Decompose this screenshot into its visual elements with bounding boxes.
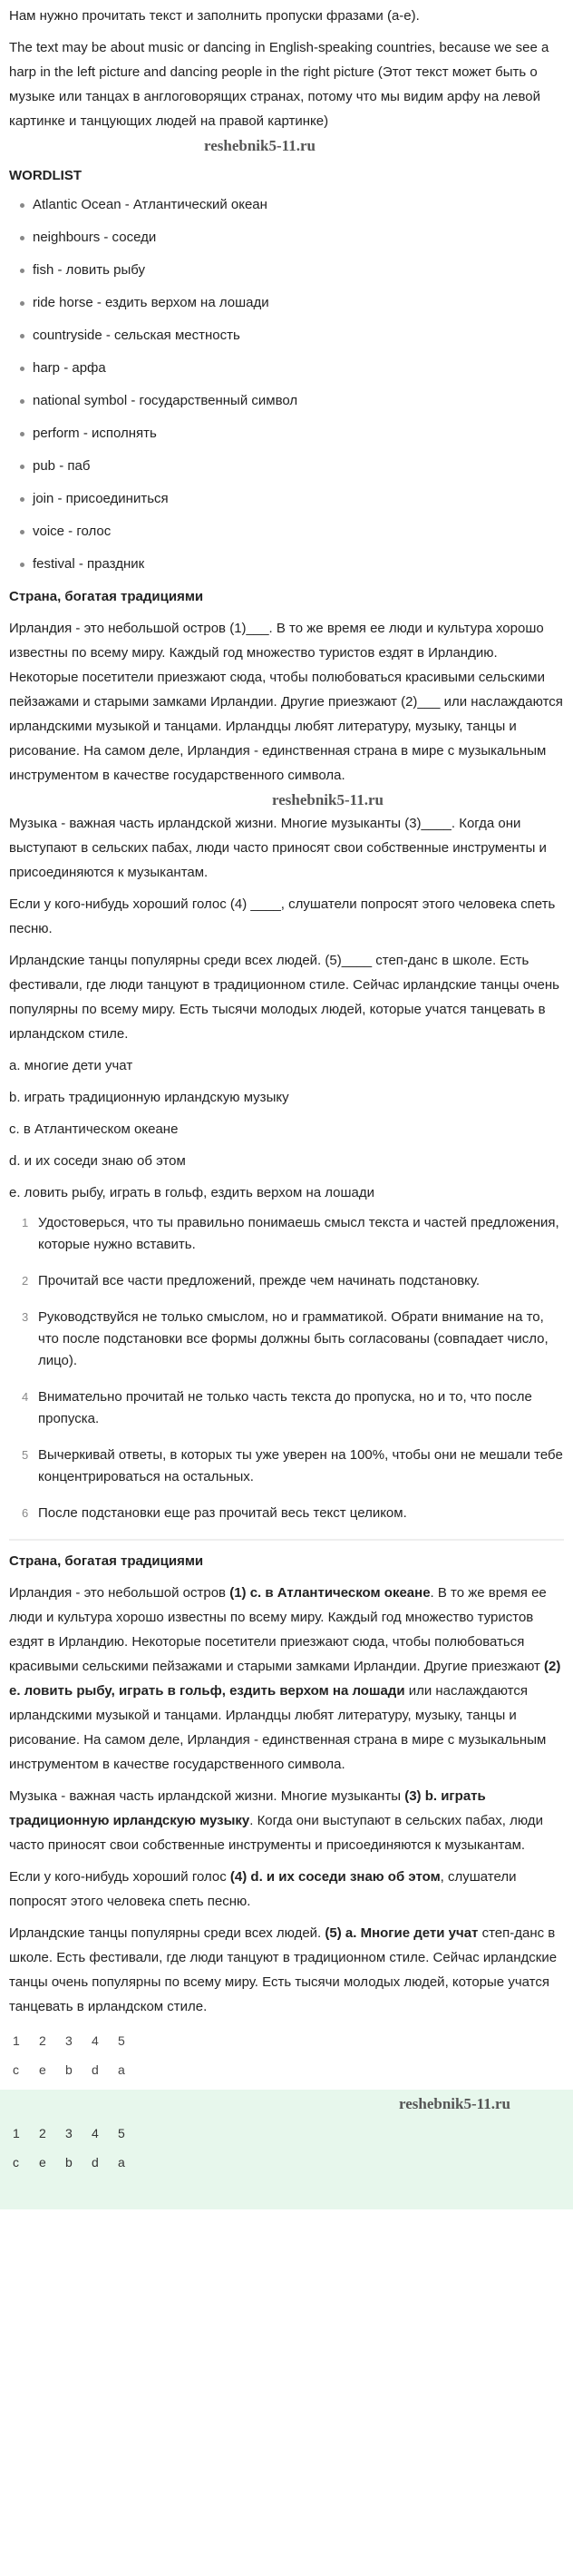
tip-item: 5 Вычеркивай ответы, в которых ты уже уверен на 100%, чтобы они не мешали тебе концентрироваться на остальных. <box>9 1445 564 1488</box>
tip-number: 1 <box>22 1216 29 1229</box>
task-paragraph: Ирландские танцы популярны среди всех людей. (5)____ степ-данс в школе. Есть фестивали, где люди танцуют в традиционном стиле. Сейчас ирландские танцы очень популярны по всему миру. Есть тысячи молодых людей, которые учатся танцевать в ирландском стиле. <box>9 953 559 1042</box>
wordlist-item: perform - исполнять <box>20 424 564 444</box>
tip-number: 2 <box>22 1274 29 1288</box>
answer-table-letters: c e b d a <box>13 2062 125 2077</box>
answer-table-numbers: 1 2 3 4 5 <box>13 2032 125 2048</box>
tip-item: 4 Внимательно прочитай не только часть текста до пропуска, но и то, что после пропуска. <box>9 1386 564 1430</box>
answer-table-highlighted <box>0 2090 573 2209</box>
answer-highlight: (1) c. в Атлантическом океане <box>229 1585 431 1601</box>
answer-highlight: (3) b. играть традиционную ирландскую музыку <box>9 1788 486 1828</box>
answer-table <box>9 2026 141 2084</box>
tip-number: 4 <box>22 1390 29 1404</box>
answer-table-numbers: 1 2 3 4 5 <box>13 2125 125 2140</box>
wordlist-item: Atlantic Ocean - Атлантический океан <box>20 195 564 215</box>
watermark: reshebnik5-11.ru <box>399 2095 510 2112</box>
wordlist-item: national symbol - государственный символ <box>20 391 564 411</box>
wordlist-item: countryside - сельская местность <box>20 326 564 346</box>
option-e: e. ловить рыбу, играть в гольф, ездить верхом на лошади <box>9 1185 375 1200</box>
wordlist <box>9 195 564 574</box>
wordlist-item: ride horse - ездить верхом на лошади <box>20 293 564 313</box>
intro-explanation: The text may be about music or dancing in English-speaking countries, because we see a harp in the left picture and dancing people in the right picture (Этот текст может быть о музыке или танцах в англоговорящих странах, потому что мы видим арфу на левой картинке и танцующих людей на правой картинке) <box>9 40 549 129</box>
answer-title: Страна, богатая традициями <box>9 1553 204 1569</box>
answer-section <box>9 1552 564 2209</box>
wordlist-item: neighbours - соседи <box>20 228 564 248</box>
option-a: a. многие дети учат <box>9 1058 133 1073</box>
task-paragraph: Если у кого-нибудь хороший голос (4) ____, слушатели попросят этого человека спеть песню. <box>9 896 556 936</box>
wordlist-item: pub - паб <box>20 456 564 476</box>
option-b: b. играть традиционную ирландскую музыку <box>9 1090 289 1105</box>
answer-highlight: (5) a. Многие дети учат <box>325 1925 479 1941</box>
watermark-row <box>9 137 564 155</box>
tip-number: 5 <box>22 1448 29 1462</box>
wordlist-item: festival - праздник <box>20 554 564 574</box>
intro-instruction: Нам нужно прочитать текст и заполнить пропуски фразами (a-e). <box>9 8 420 24</box>
tip-item: 1 Удостоверься, что ты правильно понимаешь смысл текста и частей предложения, которые нужно вставить. <box>9 1212 564 1256</box>
tip-item: 6 После подстановки еще раз прочитай весь текст целиком. <box>9 1503 564 1524</box>
task-paragraph: Музыка - важная часть ирландской жизни. Многие музыканты (3)____. Когда они выступают в сельских пабах, люди часто приносят свои собственные инструменты и присоединяются к музыкантам. <box>9 816 547 880</box>
wordlist-title: WORDLIST <box>9 168 82 183</box>
section-divider <box>9 1539 564 1541</box>
answer-paragraph: Ирландия - это небольшой остров (1) c. в Атлантическом океане. В то же время ее люди и культура хорошо известны по всему миру. Каждый год множество туристов ездят в Ирландию. Некоторые посетители приезжают сюда, чтобы полюбоваться красивыми сельскими пейзажами и старыми замками Ирландии. Другие приезжают (2) e. ловить рыбу, играть в гольф, ездить верхом на лошади или наслаждаются ирландскими музыкой и танцами. Ирландцы любят литературу, музыку, танцы и рисование. На самом деле, Ирландия - единственная страна в мире с музыкальным инструментом в качестве государственного символа. <box>9 1585 561 1772</box>
answer-paragraph: Ирландские танцы популярны среди всех людей. (5) a. Многие дети учат степ-данс в школе. Есть фестивали, где люди танцуют в традиционном стиле. Сейчас ирландские танцы очень популярны по всему миру. Есть тысячи молодых людей, которые учатся танцевать в ирландском стиле. <box>9 1925 558 2014</box>
wordlist-item: voice - голос <box>20 522 564 542</box>
wordlist-item: harp - арфа <box>20 358 564 378</box>
wordlist-item: join - присоединиться <box>20 489 564 509</box>
option-c: c. в Атлантическом океане <box>9 1121 179 1137</box>
watermark-row <box>9 2095 564 2113</box>
answer-highlight: (4) d. и их соседи знаю об этом <box>229 1869 441 1885</box>
watermark: reshebnik5-11.ru <box>272 791 384 808</box>
tips-list <box>9 1212 564 1524</box>
answer-paragraph: Если у кого-нибудь хороший голос (4) d. и их соседи знаю об этом, слушатели попросят этого человека спеть песню. <box>9 1869 517 1909</box>
task-title: Страна, богатая традициями <box>9 589 204 604</box>
answer-table <box>9 2119 141 2177</box>
watermark-row <box>9 791 564 809</box>
answer-table-letters: c e b d a <box>13 2154 125 2170</box>
task-paragraph: Ирландия - это небольшой остров (1)___. В то же время ее люди и культура хорошо известны по всему миру. Каждый год множество туристов ездят в Ирландию. Некоторые посетители приезжают сюда, чтобы полюбоваться красивыми сельскими пейзажами и старыми замками Ирландии. Другие приезжают (2)___ или наслаждаются ирландскими музыкой и танцами. Ирландцы любят литературу, музыку, танцы и рисование. На самом деле, Ирландия - единственная страна в мире с музыкальным инструментом в качестве государственного символа. <box>9 621 563 783</box>
wordlist-item: fish - ловить рыбу <box>20 260 564 280</box>
tip-number: 6 <box>22 1506 29 1520</box>
tip-item: 2 Прочитай все части предложений, прежде чем начинать подстановку. <box>9 1270 564 1292</box>
option-d: d. и их соседи знаю об этом <box>9 1153 186 1169</box>
tip-number: 3 <box>22 1310 29 1324</box>
page <box>0 4 573 2209</box>
answer-highlight: (2) e. ловить рыбу, играть в гольф, ездить верхом на лошади <box>9 1659 561 1699</box>
watermark: reshebnik5-11.ru <box>204 137 316 154</box>
answer-paragraph: Музыка - важная часть ирландской жизни. Многие музыканты (3) b. играть традиционную ирландскую музыку. Когда они выступают в сельских пабах, люди часто приносят свои собственные инструменты и присоединяются к музыкантам. <box>9 1788 543 1853</box>
tip-item: 3 Руководствуйся не только смыслом, но и грамматикой. Обрати внимание на то, что после подстановки все формы должны быть согласованы (совпадает число, лицо). <box>9 1307 564 1372</box>
